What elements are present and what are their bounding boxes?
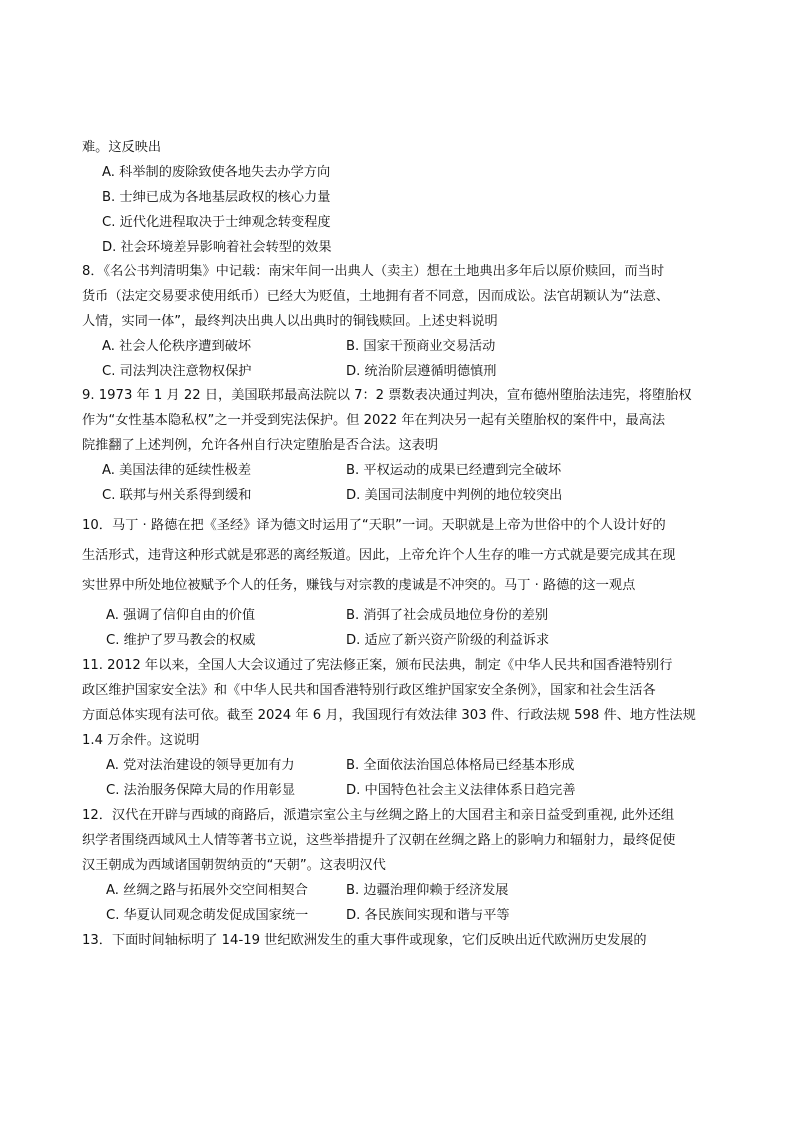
q11-option-a[interactable]: A. 党对法治建设的领导更加有力 [106,758,295,773]
q8-option-b[interactable]: B. 国家干预商业交易活动 [346,339,496,354]
q12-option-a[interactable]: A. 丝绸之路与拓展外交空间相契合 [106,883,308,898]
q10-option-a[interactable]: A. 强调了信仰自由的价值 [106,608,256,623]
q9-stem-line: 9. 1973 年 1 月 22 日，美国联邦最高法院以 7：2 票数表决通过判决，宣布德州堕胎法违宪，将堕胎权 [82,388,692,403]
q8-stem-line: 人情，实同一体”，最终判决出典人以出典时的铜钱赎回。上述史料说明 [82,314,498,329]
q11-stem-line: 方面总体实现有法可依。截至 2024 年 6 月，我国现行有效法律 303 件、行政法规 598 件、地方性法规 [82,708,696,723]
q9-option-c[interactable]: C. 联邦与州关系得到缓和 [102,488,252,503]
q12-stem-line: 12．汉代在开辟与西域的商路后，派遣宗室公主与丝绸之路上的大国君主和亲日益受到重视, 此外还组 [82,808,675,823]
q12-option-c[interactable]: C. 华夏认同观念萌发促成国家统一 [106,908,309,923]
q11-option-d[interactable]: D. 中国特色社会主义法律体系日趋完善 [346,783,576,798]
q8-option-a[interactable]: A. 社会人伦秩序遭到破坏 [102,339,252,354]
q10-stem-line: 实世界中所处地位被赋予个人的任务，赚钱与对宗教的虔诚是不冲突的。马丁 · 路德的这一观点 [82,578,636,593]
q9-stem-line: 院推翻了上述判例，允许各州自行决定堕胎是否合法。这表明 [82,438,439,453]
q11-stem-line: 政区维护国家安全法》和《中华人民共和国香港特别行政区维护国家安全条例》，国家和社会生活各 [82,683,656,698]
q11-option-b[interactable]: B. 全面依法治国总体格局已经基本形成 [346,758,575,773]
q9-option-a[interactable]: A. 美国法律的延续性极差 [102,463,252,478]
q9-option-d[interactable]: D. 美国司法制度中判例的地位较突出 [346,488,563,503]
q8-option-c[interactable]: C. 司法判决注意物权保护 [102,364,252,379]
q9-stem-line: 作为“女性基本隐私权”之一并受到宪法保护。但 2022 年在判决另一起有关堕胎权的案件中，最高法 [82,413,666,428]
q10-option-d[interactable]: D. 适应了新兴资产阶级的利益诉求 [346,633,550,648]
q9-option-b[interactable]: B. 平权运动的成果已经遭到完全破坏 [346,463,562,478]
q10-option-b[interactable]: B. 消弭了社会成员地位身份的差别 [346,608,549,623]
q11-option-c[interactable]: C. 法治服务保障大局的作用彰显 [106,783,296,798]
q12-stem-line: 汉王朝成为西域诸国朝贺纳贡的“天朝”。这表明汉代 [82,858,386,873]
q13-stem-line: 13．下面时间轴标明了 14-19 世纪欧洲发生的重大事件或现象，它们反映出近代欧洲历史发展的 [82,933,647,948]
q8-stem-line: 8．《名公书判清明集》中记载：南宋年间一出典人（卖主）想在土地典出多年后以原价赎回，而当时 [82,264,665,279]
q7-stem-tail: 难。这反映出 [82,140,162,155]
q7-option-a[interactable]: A. 科举制的废除致使各地失去办学方向 [102,165,331,180]
q10-stem-line: 10．马丁 · 路德在把《圣经》译为德文时运用了“天职”一词。天职就是上帝为世俗中的个人设计好的 [82,518,666,533]
q10-option-c[interactable]: C. 维护了罗马教会的权威 [106,633,256,648]
q12-option-d[interactable]: D. 各民族间实现和谐与平等 [346,908,510,923]
q10-stem-line: 生活形式，违背这种形式就是邪恶的离经叛道。因此，上帝允许个人生存的唯一方式就是要完成其在现 [82,548,676,563]
q7-option-d[interactable]: D. 社会环境差异影响着社会转型的效果 [102,240,332,255]
q7-option-c[interactable]: C. 近代化进程取决于士绅观念转变程度 [102,215,331,230]
q12-stem-line: 织学者围绕西域风土人情等著书立说，这些举措提升了汉朝在丝绸之路上的影响力和辐射力，最终促使 [82,833,676,848]
q7-option-b[interactable]: B. 士绅已成为各地基层政权的核心力量 [102,190,331,205]
q11-stem-line: 11. 2012 年以来，全国人大会议通过了宪法修正案，颁布民法典，制定《中华人民共和国香港特别行 [82,658,673,673]
q8-option-d[interactable]: D. 统治阶层遵循明德慎刑 [346,364,497,379]
q12-option-b[interactable]: B. 边疆治理仰赖于经济发展 [346,883,509,898]
q8-stem-line: 货币（法定交易要求使用纸币）已经大为贬值，土地拥有者不同意，因而成讼。法官胡颖认为“法意、 [82,289,670,304]
q11-stem-line: 1.4 万余件。这说明 [82,733,200,748]
